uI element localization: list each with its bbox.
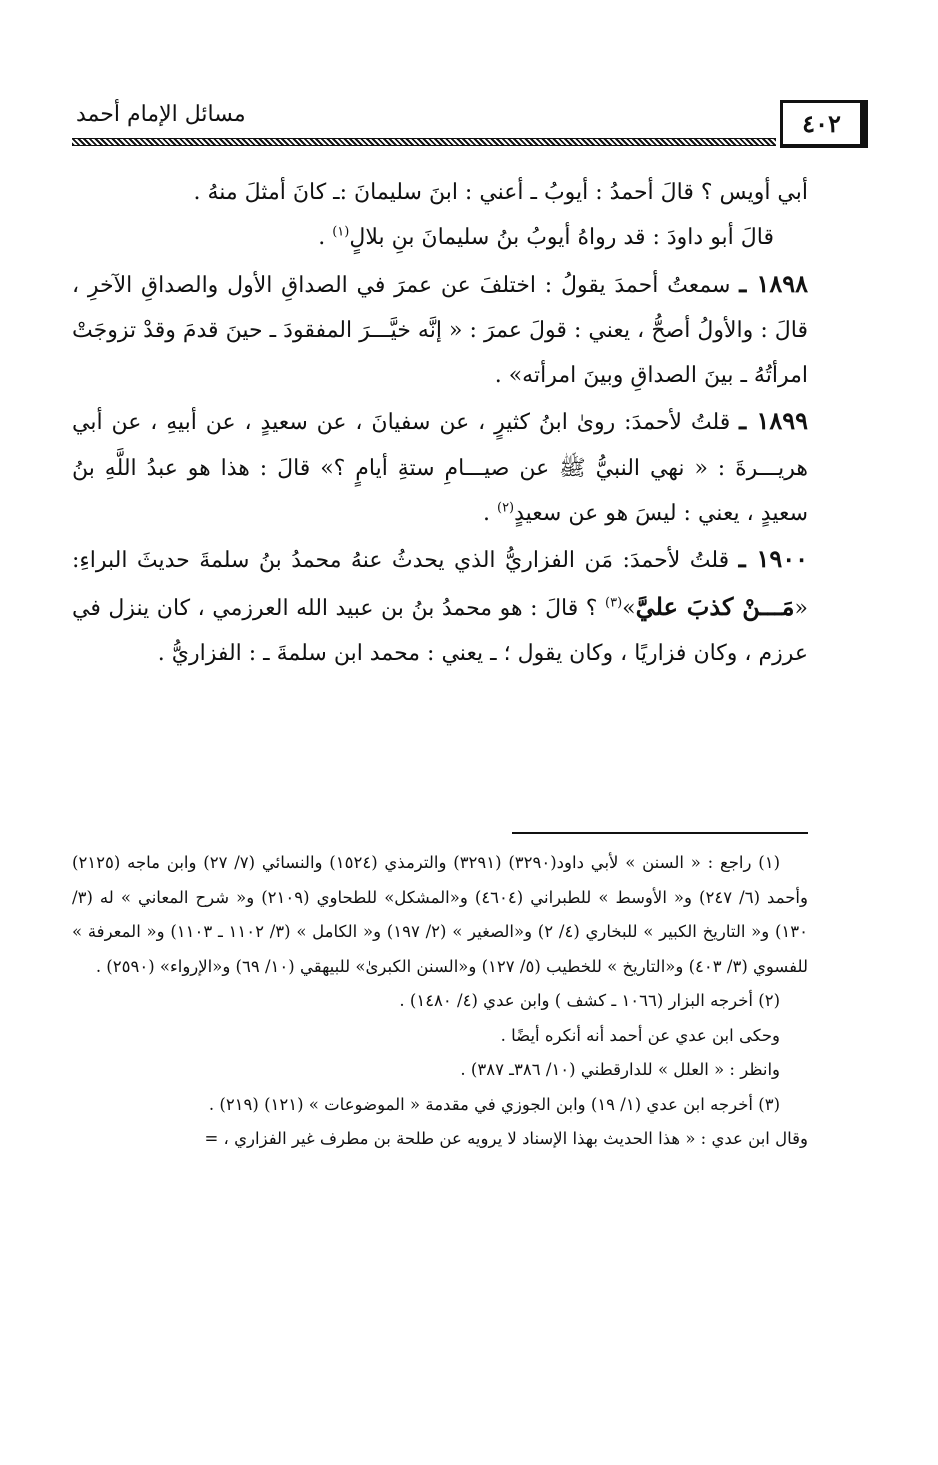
issue-number: ١٨٩٩ ـ: [739, 406, 809, 436]
footnote: وحكى ابن عدي عن أحمد أنه أنكره أيضًا .: [500, 1025, 780, 1045]
paragraph-text: .: [318, 225, 333, 251]
footnote: وانظر : « العلل » للدارقطني (١٠/ ٣٨٦ـ ٣٨٧) .: [460, 1060, 780, 1079]
page-header: [72, 92, 868, 162]
main-text: [72, 170, 808, 676]
issue-1900: [72, 536, 808, 676]
footnote-separator: [512, 832, 808, 834]
hadith-highlight: مَـــنْ كذبَ عليَّ: [635, 591, 795, 621]
footnote-ref: (٢): [496, 500, 515, 516]
issue-number: ١٩٠٠ ـ: [738, 544, 808, 574]
header-rule: [72, 138, 776, 146]
footnote: وقال ابن عدي : « هذا الحديث بهذا الإسناد لا يرويه عن طلحة بن مطرف غير الفزاري ، =: [204, 1129, 808, 1148]
paragraph-text: .: [482, 501, 497, 527]
footnote: (٢) أخرجه البزار (١٠٦٦ ـ كشف ) وابن عدي (٤/ ١٤٨٠) .: [399, 991, 780, 1010]
running-title: مسائل الإمام أحمد: [76, 102, 246, 127]
paragraph-text: ؟ قالَ : هو محمدُ بنُ بن عبيد الله العرزمي ، كان ينزل في عرزم ، وكان فزاريًا ، وكان يقول ؛ ـ يعني : محمد ابن سلمةَ ـ : الفزاريُّ .: [72, 595, 808, 666]
issue-1899: [72, 398, 808, 536]
paragraph-text: سمعتُ أحمدَ يقولُ : اختلفَ عن عمرَ في الصداقِ الأول والصداقِ الآخرِ ، قالَ : والأولُ أصحُّ ، يعني : قولَ عمرَ : « إنَّه خيَّـــرَ المفقودَ ـ حينَ قدمَ وقدْ تزوجَتْ امرأتُهُ ـ بينَ الصداقِ وبينَ امرأته» .: [72, 272, 808, 389]
footnote: (٣) أخرجه ابن عدي (١/ ١٩) وابن الجوزي في مقدمة « الموضوعات » (١٢١) (٢١٩) .: [208, 1094, 780, 1114]
paragraph-text: »: [622, 595, 636, 621]
footnotes: [72, 846, 808, 1157]
paragraph: [72, 170, 808, 215]
page-number: ٤٠٢: [780, 100, 868, 148]
footnote: (١) راجع : « السنن » لأبي داود(٣٢٩٠) (٣٢٩١) والترمذي (١٥٢٤) والنسائي (٧/ ٢٧) وابن ماجه (٢١٢٥) وأحمد (٦/ ٢٤٧) و« الأوسط » للطبراني (٤٦٠٤) و«المشكل» للطحاوي (٢١٠٩) و« شرح المعاني » له (٣/ ١٣٠) و« التاريخ الكبير » للبخاري (٤/ ٢) و«الصغير » (٢/ ١٩٧) و« الكامل » (٣/ ١١٠٢ ـ ١١٠٣) و« المعرفة » للفسوي (٣/ ٤٠٣) و«التاريخ » للخطيب (٥/ ١٢٧) و«السنن الكبرىٰ» للبيهقي (١٠/ ٦٩) و«الإرواء» (٢٥٩٠) .: [72, 853, 809, 976]
paragraph-text: قلتُ لأحمدَ: مَن الفزاريُّ الذي يحدثُ عنهُ محمدُ بنُ سلمةَ حديثَ البراءِ: «: [72, 548, 808, 621]
issue-1898: [72, 261, 808, 399]
issue-number: ١٨٩٨ ـ: [739, 268, 809, 298]
paragraph: [72, 215, 808, 260]
footnote-ref: (٣): [605, 595, 623, 611]
paragraph-text: أبي أويس ؟ قالَ أحمدُ : أيوبُ ـ أعني : ابنَ سليمانَ :ـ كانَ أمثلَ منهُ .: [193, 180, 808, 205]
footnote-ref: (١): [332, 224, 350, 240]
paragraph-text: قلتُ لأحمدَ: روىٰ ابنُ كثيرٍ ، عن سفيانَ ، عن سعيدٍ ، عن أبيهِ ، عن أبي هريـــرةَ : « نهي النبيُّ ﷺ عن صيـــامِ ستةِ أيامٍ ؟» قالَ : هذا هو عبدُ اللَّهِ بنُ سعيدٍ ، يعني : ليسَ هو عن سعيدٍ: [72, 410, 808, 527]
paragraph-text: قالَ أبو داودَ : قد رواهُ أيوبُ بنُ سليمانَ بنِ بلالٍ: [349, 225, 774, 251]
